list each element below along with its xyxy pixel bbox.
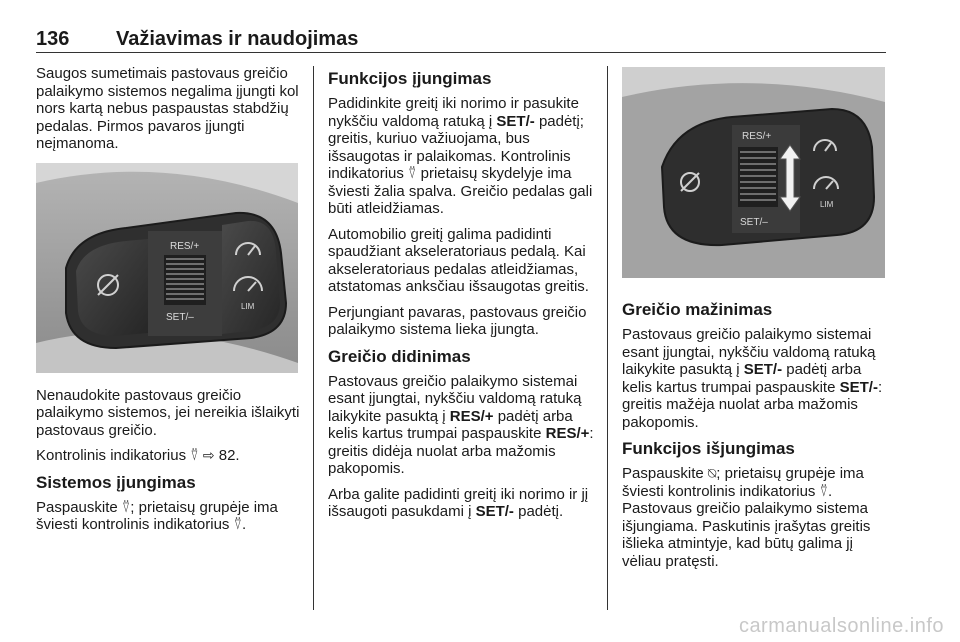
paragraph-accelerate: Automobilio greitį galima padidinti spaudžiant akseleratoriaus pedalą. Kai akseleratoriaus pedalas atleidžiamas, atstatomas anksčiau išsaugotas greitis. bbox=[328, 225, 589, 295]
set-label: SET/– bbox=[740, 217, 768, 228]
paragraph-dont-use: Nenaudokite pastovaus greičio palaikymo sistemos, jei nereikia išlaikyti pastovaus greičio. bbox=[36, 386, 300, 439]
header-rule bbox=[36, 52, 886, 53]
column-divider-2 bbox=[607, 66, 608, 610]
paragraph-indicator-ref: Kontrolinis indikatorius ⍢ ⇨ 82. bbox=[36, 447, 240, 464]
column-2 bbox=[328, 65, 596, 529]
paragraph-speed-increase: Pastovaus greičio palaikymo sistemai esant įjungtai, nykščiu valdomą ratuką laikykite pasuktą į RES/+ padėtį arba kelis kartus trumpai paspauskite RES/+: greitis didėja nuolat arba mažomis pakopomis. bbox=[328, 372, 594, 477]
paragraph-alternative: Arba galite padidinti greitį iki norimo ir jį išsaugoti pasukdami į SET/- padėtį. bbox=[328, 485, 589, 520]
lim-label: LIM bbox=[241, 301, 255, 311]
steering-controls-figure-1 bbox=[36, 163, 298, 373]
heading-system-on: Sistemos įjungimas bbox=[36, 472, 196, 492]
thumbwheel-icon bbox=[738, 147, 778, 207]
paragraph-function-on: Padidinkite greitį iki norimo ir pasukite nykščiu valdomą ratuką į SET/- padėtį; greitis, kuriuo važiuojama, bus išsaugotas ir palaikomas. Kontrolinis indikatorius ⍢ prietaisų skydelyje ima šviesti žalia spalva. Greičio pedalas gali būti atleidžiamas. bbox=[328, 95, 593, 217]
cruise-indicator-icon: ⍢ bbox=[408, 165, 417, 181]
heading-function-off: Funkcijos išjungimas bbox=[622, 439, 795, 458]
paragraph-system-on: Paspauskite ⍢; prietaisų grupėje ima šviesti kontrolinis indikatorius ⍢. bbox=[36, 498, 278, 533]
paragraph-speed-decrease: Pastovaus greičio palaikymo sistemai esant įjungtai, nykščiu valdomą ratuką laikykite pasuktą į SET/- padėtį arba kelis kartus trumpai paspauskite SET/-: greitis mažėja nuolat arba mažomis pakopomis. bbox=[622, 326, 883, 431]
steering-controls-illustration bbox=[36, 163, 298, 373]
column-divider-1 bbox=[313, 66, 314, 610]
page-number: 136 bbox=[36, 28, 70, 50]
steering-controls-figure-2 bbox=[622, 67, 885, 278]
intro-paragraph: Saugos sumetimais pastovaus greičio palaikymo sistemos negalima įjungti kol nors kartą nebus paspaustas stabdžių pedalas. Pirmos pavaros įjungti neįmanoma. bbox=[36, 65, 299, 152]
watermark: carmanualsonline.info bbox=[738, 615, 944, 637]
paragraph-gear-change: Perjungiant pavaras, pastovaus greičio palaikymo sistema lieka įjungta. bbox=[328, 303, 587, 338]
res-label: RES/+ bbox=[170, 240, 200, 252]
cruise-indicator-icon: ⍢ bbox=[233, 516, 242, 532]
column-1 bbox=[36, 65, 300, 542]
set-label: SET/– bbox=[166, 311, 194, 323]
lim-label: LIM bbox=[820, 200, 834, 209]
thumbwheel-closeup-illustration bbox=[622, 67, 885, 278]
cruise-off-button-icon: ⍉ bbox=[707, 465, 717, 481]
page-ref-arrow-icon: ⇨ bbox=[202, 447, 215, 463]
paragraph-function-off: Paspauskite ⍉; prietaisų grupėje ima šviesti kontrolinis indikatorius ⍢. bbox=[622, 465, 864, 500]
page-header bbox=[36, 28, 886, 50]
heading-speed-increase: Greičio didinimas bbox=[328, 346, 471, 366]
heading-speed-decrease: Greičio mažinimas bbox=[622, 300, 773, 319]
cruise-indicator-icon: ⍢ bbox=[190, 447, 199, 463]
page-title: Važiavimas ir naudojimas bbox=[116, 28, 359, 50]
heading-function-on: Funkcijos įjungimas bbox=[328, 69, 492, 88]
cruise-button-icon: ⍢ bbox=[121, 498, 131, 515]
column-3 bbox=[622, 296, 888, 578]
paragraph-memory: Pastovaus greičio palaikymo sistema išjungiama. Paskutinis įrašytas greitis išlieka atmintyje, kad būtų galima jį vėliau pratęsti. bbox=[622, 500, 871, 570]
cruise-indicator-icon: ⍢ bbox=[819, 482, 828, 499]
thumbwheel-icon bbox=[164, 255, 206, 305]
res-label: RES/+ bbox=[742, 131, 772, 142]
